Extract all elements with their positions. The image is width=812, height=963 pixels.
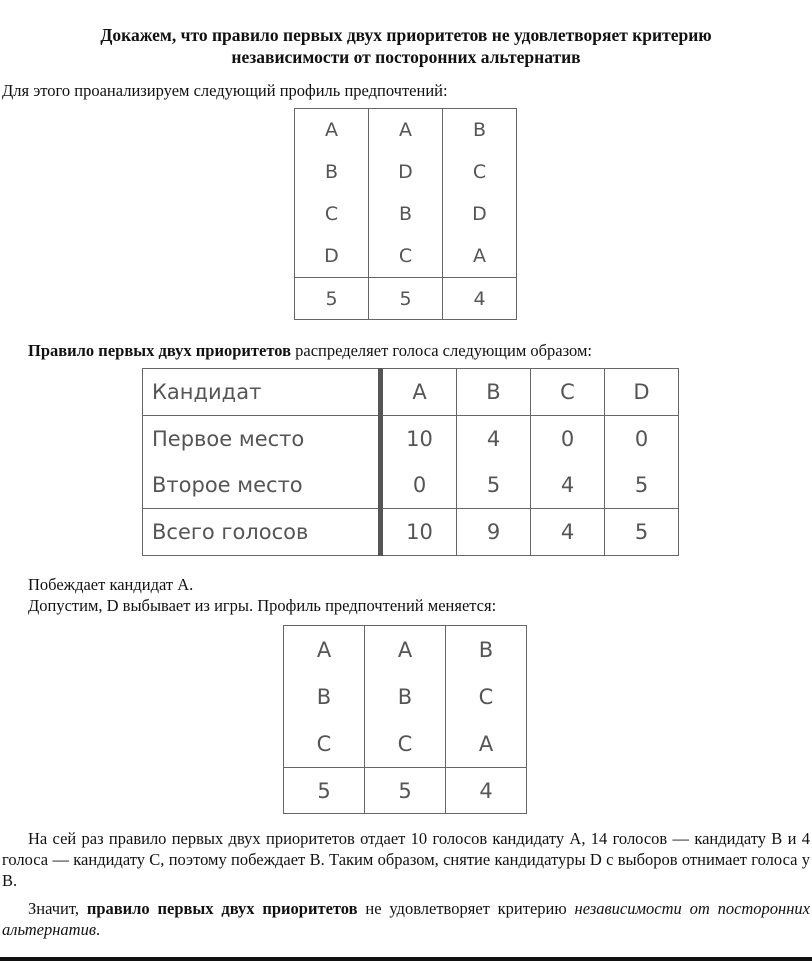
profile1-total: 4 (443, 278, 517, 320)
total-cell: 4 (531, 509, 605, 556)
vote-cell: 4 (531, 462, 605, 509)
candidate-header: A (381, 369, 457, 416)
profile1-cell: A (443, 235, 517, 278)
final-middle: не удовлетворяет критерию (357, 899, 575, 918)
conclusion-paragraph (2, 828, 810, 891)
bottom-divider (0, 957, 812, 961)
profile1-cell: B (369, 193, 443, 235)
vote-cell: 4 (457, 416, 531, 463)
profile1-cell: B (295, 151, 369, 193)
votes-header-label: Кандидат (143, 369, 381, 416)
final-suffix: . (96, 920, 101, 939)
profile-table-2 (283, 625, 527, 814)
rule-intro-rest: распределяет голоса следующим образом: (291, 341, 593, 360)
rule-intro-text (28, 340, 592, 361)
intro-text: Для этого проанализируем следующий профиль предпочтений: (2, 81, 448, 100)
vote-cell: 5 (605, 462, 679, 509)
vote-cell: 0 (531, 416, 605, 463)
candidate-header: C (531, 369, 605, 416)
total-cell: 10 (381, 509, 457, 556)
profile2-cell: B (284, 673, 365, 720)
row-label: Второе место (143, 462, 381, 509)
profile2-cell: C (365, 720, 446, 768)
vote-cell: 10 (381, 416, 457, 463)
row-label: Первое место (143, 416, 381, 463)
profile2-cell: B (446, 626, 527, 674)
total-cell: 5 (605, 509, 679, 556)
page-title (40, 24, 772, 68)
votes-table (142, 368, 679, 556)
final-prefix: Значит, (28, 899, 87, 918)
rule-name: Правило первых двух приоритетов (28, 341, 291, 360)
profile1-cell: D (443, 193, 517, 235)
vote-cell: 0 (381, 462, 457, 509)
total-label: Всего голосов (143, 509, 381, 556)
dropout-text: Допустим, D выбывает из игры. Профиль предпочтений меняется: (28, 596, 497, 615)
conclusion-text: На сей раз правило первых двух приоритетов отдает 10 голосов кандидату A, 14 голосов — кандидату B и 4 голоса — кандидату C, поэтому побеждает B. Таким образом, снятие кандидатуры D с выборов отнимает голоса у B. (2, 829, 810, 890)
profile1-cell: B (443, 109, 517, 152)
profile2-total: 4 (446, 768, 527, 814)
vote-cell: 0 (605, 416, 679, 463)
vote-cell: 5 (457, 462, 531, 509)
total-cell: 9 (457, 509, 531, 556)
profile-table-1 (294, 108, 517, 320)
profile1-cell: C (369, 235, 443, 278)
profile1-total: 5 (369, 278, 443, 320)
criterion-name: независимости от посторонних альтернатив (2, 899, 810, 939)
profile2-cell: B (365, 673, 446, 720)
profile1-cell: A (295, 109, 369, 152)
profile2-cell: C (284, 720, 365, 768)
final-rule-name: правило первых двух приоритетов (86, 899, 358, 918)
profile2-total: 5 (365, 768, 446, 814)
profile1-cell: D (295, 235, 369, 278)
final-paragraph (2, 898, 810, 940)
candidate-header: B (457, 369, 531, 416)
profile1-cell: D (369, 151, 443, 193)
profile2-cell: A (284, 626, 365, 674)
profile2-cell: C (446, 673, 527, 720)
profile1-total: 5 (295, 278, 369, 320)
profile2-total: 5 (284, 768, 365, 814)
winner-text: Побеждает кандидат A. (28, 575, 194, 594)
profile1-cell: A (369, 109, 443, 152)
profile1-cell: C (443, 151, 517, 193)
title-line-1: Докажем, что правило первых двух приоритетов не удовлетворяет критерию (100, 25, 712, 45)
profile1-cell: C (295, 193, 369, 235)
profile2-cell: A (446, 720, 527, 768)
profile2-cell: A (365, 626, 446, 674)
candidate-header: D (605, 369, 679, 416)
title-line-2: независимости от посторонних альтернатив (231, 47, 581, 67)
